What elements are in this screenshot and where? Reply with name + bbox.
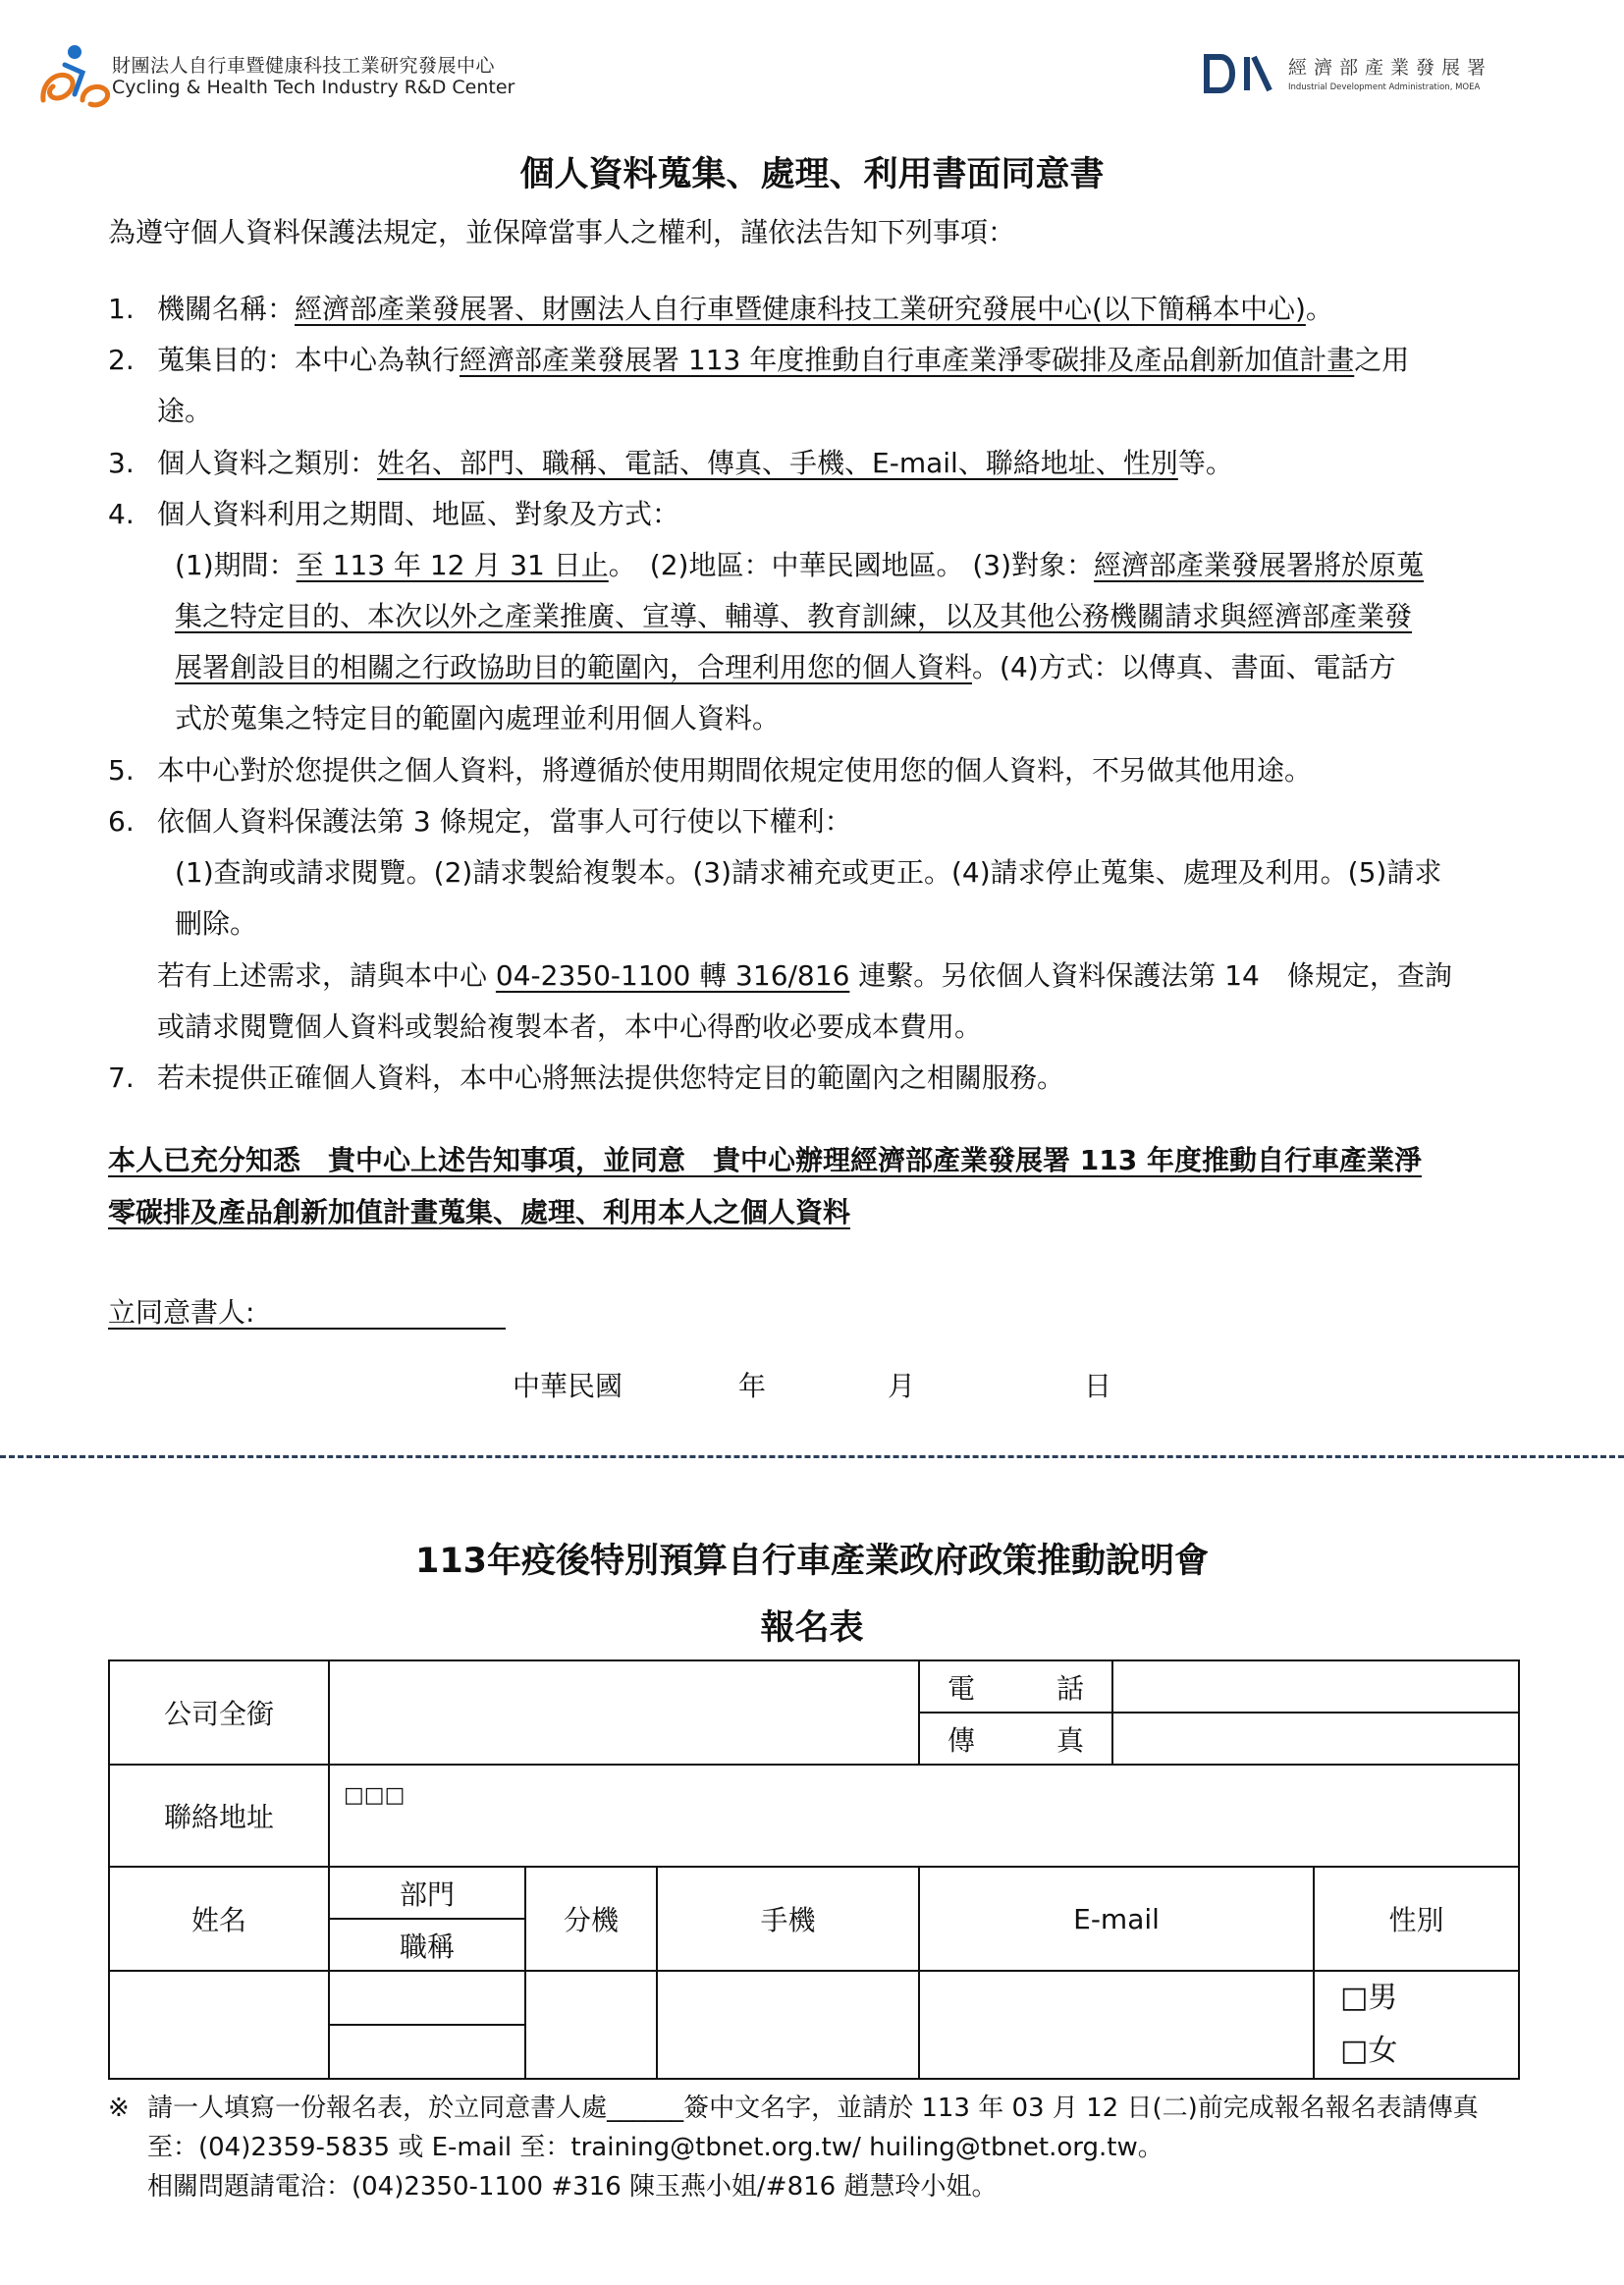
mobile-header: 手機 [657, 1867, 919, 1971]
data-categories: 姓名、部門、職稱、電話、傳真、手機、E-mail、聯絡地址、性別 [377, 447, 1178, 479]
registration-table [108, 1659, 1520, 2080]
name-input[interactable] [109, 1971, 329, 2079]
consent-statement-line-2: 零碳排及產品創新加值計畫蒐集、處理、利用本人之個人資料 [108, 1196, 851, 1228]
address-label-cell: 聯絡地址 [109, 1765, 329, 1867]
project-name: 經濟部產業發展署 113 年度推動自行車產業淨零碳排及產品創新加值計畫 [460, 344, 1355, 376]
consent-item-6-contact-b: 或請求閱覽個人資料或製給複製本者，本中心得酌收必要成本費用。 [157, 1010, 983, 1043]
gender-header: 性別 [1314, 1867, 1519, 1971]
company-label-cell: 公司全銜 [109, 1660, 329, 1765]
consent-item-2-cont: 途。 [157, 395, 213, 427]
ext-header: 分機 [525, 1867, 657, 1971]
date-year-label: 年 [738, 1370, 767, 1402]
right-org-name-zh: 經濟部產業發展署 [1288, 57, 1493, 79]
date-day-label: 日 [1084, 1370, 1112, 1402]
gender-female-checkbox[interactable]: □女 [1340, 2034, 1398, 2068]
dept-input[interactable] [329, 1971, 525, 2025]
date-roc-label: 中華民國 [513, 1370, 623, 1402]
fax-input[interactable] [1112, 1713, 1519, 1765]
left-org-name-en: Cycling & Health Tech Industry R&D Center [112, 77, 515, 98]
name-header: 姓名 [109, 1867, 329, 1971]
ext-input[interactable] [525, 1971, 657, 2079]
consent-item-4-line-a: (1)期間：至 113 年 12 月 31 日止。 (2)地區：中華民國地區。 (3)對象：經濟部產業發展署將於原蒐 [175, 549, 1425, 581]
registration-title: 113年疫後特別預算自行車產業政府政策推動說明會 [414, 1542, 1210, 1581]
ida-logo-icon [1203, 53, 1273, 94]
title-input[interactable] [329, 2025, 525, 2079]
gender-male-checkbox[interactable]: □男 [1340, 1981, 1398, 2015]
consent-item-6-rights-b: 刪除。 [175, 907, 258, 940]
signer-label: 立同意書人: [108, 1296, 255, 1329]
consent-item-6-contact-a: 若有上述需求，請與本中心 04-2350-1100 轉 316/816 連繫。另依個人資料保護法第 14 條規定，查詢 [157, 959, 1452, 992]
note-line-1: ※ 請一人填寫一份報名表，於立同意書人處______簽中文名字，並請於 113 年 03 月 12 日(二)前完成報名報名表請傳真 [108, 2094, 1479, 2123]
gender-options [1314, 1971, 1519, 2079]
email-header: E-mail [919, 1867, 1314, 1971]
dept-header: 部門 [329, 1867, 525, 1919]
cycling-center-logo-icon [35, 43, 114, 112]
consent-item-4-line-d: 式於蒐集之特定目的範圍內處理並利用個人資料。 [175, 702, 781, 734]
registration-subtitle: 報名表 [760, 1608, 864, 1648]
consent-item-3: 3. 個人資料之類別：姓名、部門、職稱、電話、傳真、手機、E-mail、聯絡地址、性別等。 [108, 447, 1233, 479]
note-mark: ※ [108, 2094, 130, 2123]
left-org-name-zh: 財團法人自行車暨健康科技工業研究發展中心 [112, 55, 496, 77]
date-month-label: 月 [888, 1370, 916, 1402]
agency-names: 經濟部產業發展署、財團法人自行車暨健康科技工業研究發展中心(以下簡稱本中心) [295, 293, 1306, 325]
usage-period: 至 113 年 12 月 31 日止 [296, 549, 609, 581]
email-input[interactable] [919, 1971, 1314, 2079]
title-header: 職稱 [329, 1919, 525, 1971]
consent-item-5: 5. 本中心對於您提供之個人資料，將遵循於使用期間依規定使用您的個人資料，不另做其他用途。 [108, 754, 1313, 787]
consent-item-2: 2. 蒐集目的：本中心為執行經濟部產業發展署 113 年度推動自行車產業淨零碳排及產品創新加值計畫之用 [108, 344, 1410, 376]
consent-item-7: 7. 若未提供正確個人資料，本中心將無法提供您特定目的範圍內之相關服務。 [108, 1061, 1065, 1094]
consent-item-4-line-b: 集之特定目的、本次以外之產業推廣、宣導、輔導、教育訓練，以及其他公務機關請求與經濟部產業發 [175, 600, 1413, 632]
signer-signature-line[interactable] [108, 1328, 506, 1330]
consent-item-6: 6. 依個人資料保護法第 3 條規定，當事人可行使以下權利： [108, 805, 852, 838]
note-line-2: 至：(04)2359-5835 或 E-mail 至：training@tbnet.org.tw/ huiling@tbnet.org.tw。 [147, 2133, 1164, 2162]
fax-label-cell: 傳真 [919, 1713, 1112, 1765]
note-line-3: 相關問題請電洽：(04)2350-1100 #316 陳玉燕小姐/#816 趙慧玲小姐。 [147, 2172, 998, 2202]
consent-item-4: 4. 個人資料利用之期間、地區、對象及方式： [108, 498, 680, 530]
right-org-name-en: Industrial Development Administration, MOEA [1288, 82, 1481, 92]
cut-line-divider [0, 1455, 1624, 1458]
phone-input[interactable] [1112, 1660, 1519, 1713]
consent-item-1: 1. 機關名稱：經濟部產業發展署、財團法人自行車暨健康科技工業研究發展中心(以下簡稱本中心)。 [108, 293, 1333, 325]
phone-label-cell: 電話 [919, 1660, 1112, 1713]
contact-phone: 04-2350-1100 轉 316/816 [495, 959, 850, 992]
address-input[interactable]: □□□ [329, 1765, 1519, 1867]
consent-item-4-line-c: 展署創設目的相關之行政協助目的範圍內，合理利用您的個人資料。(4)方式：以傳真、書面、電話方 [175, 651, 1396, 683]
consent-intro: 為遵守個人資料保護法規定，並保障當事人之權利，謹依法告知下列事項： [108, 216, 1016, 248]
consent-statement-line-1: 本人已充分知悉 貴中心上述告知事項，並同意 貴中心辦理經濟部產業發展署 113 年度推動自行車產業淨 [108, 1144, 1422, 1176]
consent-item-6-rights-a: (1)查詢或請求閱覽。(2)請求製給複製本。(3)請求補充或更正。(4)請求停止蒐集、處理及利用。(5)請求 [175, 856, 1442, 889]
mobile-input[interactable] [657, 1971, 919, 2079]
company-name-input[interactable] [329, 1660, 919, 1765]
consent-title: 個人資料蒐集、處理、利用書面同意書 [519, 155, 1105, 194]
